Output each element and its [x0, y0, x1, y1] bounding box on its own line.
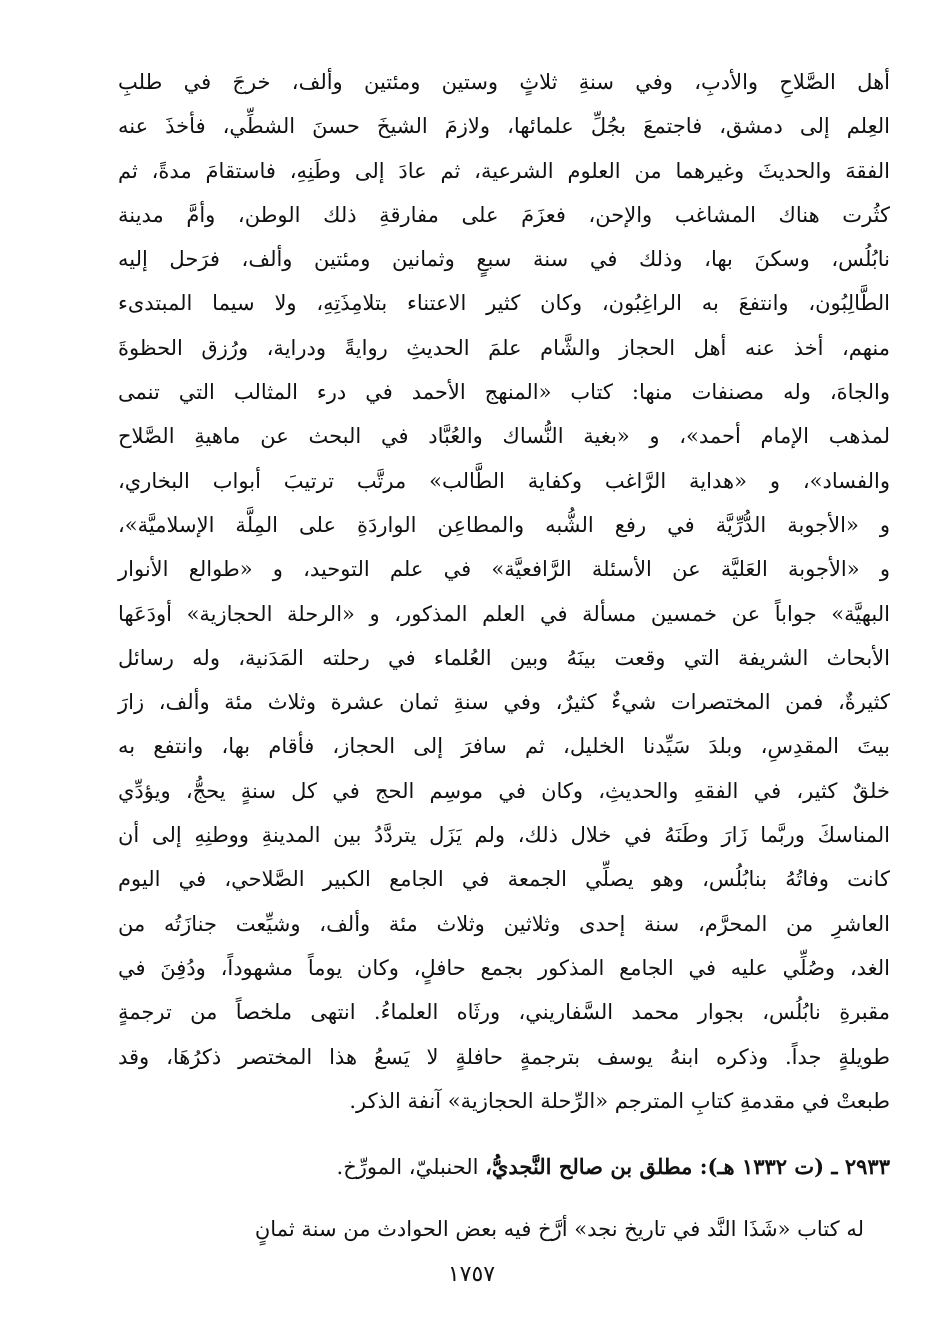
- text-line: لمذهب الإمام أحمد»، و «بغية النُّساك والعُبَّاد في البحث عن ماهيةِ الصَّلاح: [118, 424, 890, 449]
- page-body: [118, 60, 890, 1251]
- text-line: العِلم إلى دمشق، فاجتمعَ بجُلِّ علمائها، ولازمَ الشيخَ حسنَ الشطِّي، فأخذَ عنه: [118, 114, 890, 139]
- text-line: بيتَ المقدِسِ، وبلدَ سَيِّدنا الخليل، ثم سافرَ إلى الحجاز، فأقام بها، وانتفع به: [118, 734, 890, 759]
- text-line: والفساد»، و «هداية الرَّاغب وكفاية الطَّالب» مرتَّب ترتيبَ أبواب البخاري،: [118, 468, 890, 493]
- text-line: الفقهَ والحديثَ وغيرهما من العلوم الشرعية، ثم عادَ إلى وطَنِهِ، فاستقامَ مدةً، ثم: [118, 158, 890, 183]
- entry-text: له كتاب «شَذَا النَّد في تاريخ نجد» أرَّخ فيه بعض الحوادث من سنة ثمانٍ: [254, 1217, 864, 1242]
- text-line: الأبحاث الشريفة التي وقعت بينَهُ وبين العُلماء في رحلته المَدَنية، وله رسائل: [118, 645, 890, 670]
- entry-heading-descriptor: الحنبليّ، المورِّخ.: [336, 1155, 486, 1180]
- biography-paragraph: [118, 60, 890, 1123]
- text-line: طبعتْ في مقدمةِ كتابِ المترجم «الرِّحلة الحجازية» آنفة الذكر.: [349, 1088, 890, 1113]
- text-line: البهيَّة» جواباً عن خمسين مسألة في العلم المذكور، و «الرحلة الحجازية» أودَعَها: [118, 601, 890, 626]
- text-line: كانت وفاتُهُ بنابُلُس، وهو يصلِّي الجمعة في الجامع الكبير الصَّلاحي، في اليوم: [118, 867, 890, 892]
- entry-heading: [118, 1145, 890, 1189]
- text-line: المناسكَ وربَّما زَارَ وطَنَهُ في خلال ذلك، ولم يَزَل يتردَّدُ بين المدينةِ ووطنِهِ إلى أن: [118, 823, 890, 848]
- text-line: طويلةٍ جداً. وذكره ابنهُ يوسف بترجمةٍ حافلةٍ لا يَسعُ هذا المختصر ذكرُهَا، وقد: [118, 1044, 890, 1069]
- entry-heading-title: ٢٩٣٣ ـ (ت ١٣٣٢ هـ): مطلق بن صالح النَّجديُّ،: [485, 1154, 890, 1180]
- text-line: منهم، أخذ عنه أهل الحجاز والشَّام علمَ الحديثِ روايةً ودراية، ورُزق الحظوةَ: [118, 335, 890, 360]
- text-line: خلقٌ كثير، في الفقهِ والحديثِ، وكان في موسِم الحج في كل سنةٍ يحجُّ، ويؤدِّي: [118, 778, 890, 803]
- text-line: و «الأجوبة الدُّرِّيَّة في رفع الشُّبه والمطاعِن الواردَةِ على المِلَّة الإسلاميَّة»،: [118, 512, 890, 537]
- text-line: و «الأجوبة العَليَّة عن الأسئلة الرَّافعيَّة» في علم التوحيد، و «طوالع الأنوار: [118, 557, 890, 582]
- page-number: ١٧٥٧: [447, 1262, 496, 1287]
- text-line: نابُلُس، وسكنَ بها، وذلك في سنة سبعٍ وثمانين ومئتين وألف، فرَحل إليه: [118, 247, 890, 272]
- text-line: الغد، وصُلِّي عليه في الجامع المذكور بجمع حافلٍ، وكان يوماً مشهوداً، ودُفِنَ في: [118, 955, 890, 980]
- text-line: كثُرت هناك المشاغب والإحن، فعزَمَ على مفارقةِ ذلك الوطن، وأمَّ مدينة: [118, 202, 890, 227]
- text-line: العاشرِ من المحرَّم، سنة إحدى وثلاثين وثلاث مئة وألف، وشيِّعت جنازَتُه من: [118, 911, 890, 936]
- text-line: كثيرةٌ، فمن المختصرات شيءٌ كثيرٌ، وفي سنةِ ثمان عشرة وثلاث مئة وألف، زارَ: [118, 690, 890, 715]
- text-line: والجاهَ، وله مصنفات منها: كتاب «المنهج الأحمد في درء المثالب التي تنمى: [118, 380, 890, 405]
- text-line: مقبرةِ نابُلُس، بجوار محمد السَّفاريني، ورثَاه العلماءُ. انتهى ملخصاً من ترجمةٍ: [118, 1000, 890, 1025]
- text-line: الطَّالِبُون، وانتفعَ به الراغِبُون، وكان كثير الاعتناء بتلامِذَتِهِ، ولا سيما المبتدىء: [118, 291, 890, 316]
- text-line: أهل الصَّلاحِ والأدبِ، وفي سنةِ ثلاثٍ وستين ومئتين وألف، خرجَ في طلبِ: [118, 70, 890, 94]
